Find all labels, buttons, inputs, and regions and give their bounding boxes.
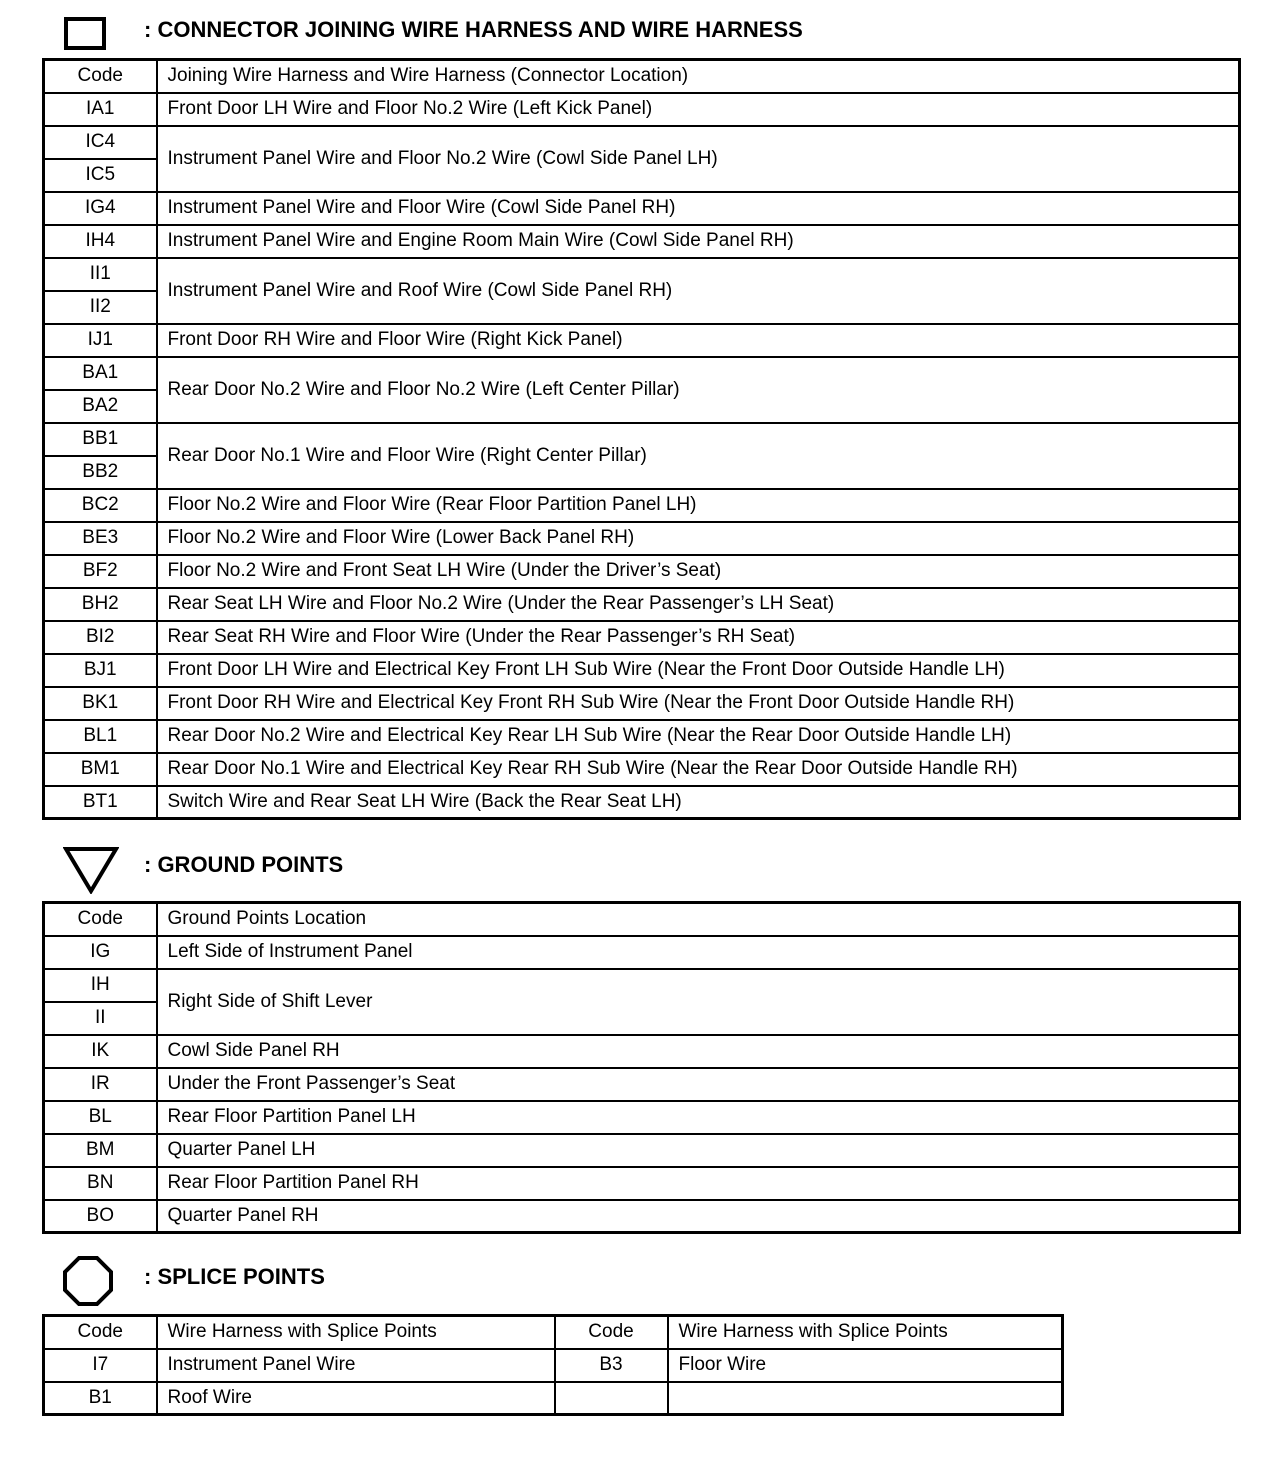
description-cell: Quarter Panel LH (157, 1134, 1240, 1167)
table-row (44, 1167, 1240, 1200)
code-cell: BC2 (44, 489, 157, 522)
table-row (44, 936, 1240, 969)
table-row (44, 786, 1240, 819)
code-cell: BO (44, 1200, 157, 1233)
code-cell: IJ1 (44, 324, 157, 357)
code-cell: IK (44, 1035, 157, 1068)
splice-desc (668, 1382, 1063, 1415)
splice-header-code: Code (44, 1316, 157, 1349)
table-row (44, 423, 1240, 456)
code-cell: IH (44, 969, 157, 1002)
code-cell: BM1 (44, 753, 157, 786)
table-row (44, 126, 1240, 159)
table-row (44, 192, 1240, 225)
splice-section-title: : SPLICE POINTS (144, 1264, 325, 1289)
triangle-icon (63, 846, 119, 894)
description-cell: Instrument Panel Wire and Engine Room Main Wire (Cowl Side Panel RH) (157, 225, 1240, 258)
table-row (44, 225, 1240, 258)
splice-desc: Instrument Panel Wire (157, 1349, 555, 1382)
description-cell: Quarter Panel RH (157, 1200, 1240, 1233)
table-row (44, 1200, 1240, 1233)
description-cell: Floor No.2 Wire and Floor Wire (Lower Back Panel RH) (157, 522, 1240, 555)
description-cell: Rear Seat RH Wire and Floor Wire (Under the Rear Passenger’s RH Seat) (157, 621, 1240, 654)
code-cell: IG4 (44, 192, 157, 225)
table-row (44, 1068, 1240, 1101)
table-row (44, 93, 1240, 126)
header-code: Code (44, 60, 157, 93)
table-row (44, 1134, 1240, 1167)
code-cell: IG (44, 936, 157, 969)
table-row (44, 687, 1240, 720)
table-row (44, 753, 1240, 786)
code-cell: IC5 (44, 159, 157, 192)
table-row (44, 720, 1240, 753)
code-cell: BA1 (44, 357, 157, 390)
table-row (44, 522, 1240, 555)
header-code: Code (44, 903, 157, 936)
code-cell: BL (44, 1101, 157, 1134)
description-cell: Rear Door No.1 Wire and Floor Wire (Right Center Pillar) (157, 423, 1240, 489)
table-row (44, 969, 1240, 1002)
table-row (44, 1035, 1240, 1068)
code-cell: IH4 (44, 225, 157, 258)
description-cell: Rear Door No.2 Wire and Floor No.2 Wire (Left Center Pillar) (157, 357, 1240, 423)
header-row (44, 903, 1240, 936)
code-cell: IR (44, 1068, 157, 1101)
description-cell: Floor No.2 Wire and Floor Wire (Rear Floor Partition Panel LH) (157, 489, 1240, 522)
table-row (44, 588, 1240, 621)
square-icon (64, 17, 106, 50)
table-row (44, 654, 1240, 687)
header-desc: Joining Wire Harness and Wire Harness (Connector Location) (157, 60, 1240, 93)
description-cell: Cowl Side Panel RH (157, 1035, 1240, 1068)
description-cell: Instrument Panel Wire and Roof Wire (Cowl Side Panel RH) (157, 258, 1240, 324)
description-cell: Front Door RH Wire and Electrical Key Front RH Sub Wire (Near the Front Door Outside Handle RH) (157, 687, 1240, 720)
description-cell: Rear Floor Partition Panel RH (157, 1167, 1240, 1200)
code-cell: BI2 (44, 621, 157, 654)
splice-table (42, 1314, 1064, 1416)
splice-header-code-2: Code (555, 1316, 668, 1349)
table-row (44, 555, 1240, 588)
code-cell: BM (44, 1134, 157, 1167)
connector-table (42, 58, 1241, 820)
code-cell: BB2 (44, 456, 157, 489)
table-row (44, 258, 1240, 291)
description-cell: Under the Front Passenger’s Seat (157, 1068, 1240, 1101)
ground-section-title: : GROUND POINTS (144, 852, 344, 877)
code-cell: BT1 (44, 786, 157, 819)
code-cell: BB1 (44, 423, 157, 456)
code-cell: BA2 (44, 390, 157, 423)
description-cell: Front Door LH Wire and Floor No.2 Wire (Left Kick Panel) (157, 93, 1240, 126)
code-cell: II (44, 1002, 157, 1035)
splice-header-desc-2: Wire Harness with Splice Points (668, 1316, 1063, 1349)
table-row (44, 1101, 1240, 1134)
table-row (44, 489, 1240, 522)
table-row (44, 1349, 1063, 1382)
splice-desc: Floor Wire (668, 1349, 1063, 1382)
code-cell: BE3 (44, 522, 157, 555)
splice-code: B3 (555, 1349, 668, 1382)
description-cell: Rear Seat LH Wire and Floor No.2 Wire (Under the Rear Passenger’s LH Seat) (157, 588, 1240, 621)
code-cell: II1 (44, 258, 157, 291)
description-cell: Left Side of Instrument Panel (157, 936, 1240, 969)
code-cell: BJ1 (44, 654, 157, 687)
description-cell: Switch Wire and Rear Seat LH Wire (Back the Rear Seat LH) (157, 786, 1240, 819)
splice-code (555, 1382, 668, 1415)
ground-table (42, 901, 1241, 1234)
splice-header-desc: Wire Harness with Splice Points (157, 1316, 555, 1349)
splice-header-row (44, 1316, 1063, 1349)
description-cell: Right Side of Shift Lever (157, 969, 1240, 1035)
description-cell: Front Door LH Wire and Electrical Key Front LH Sub Wire (Near the Front Door Outside Handle LH) (157, 654, 1240, 687)
description-cell: Instrument Panel Wire and Floor Wire (Cowl Side Panel RH) (157, 192, 1240, 225)
code-cell: BH2 (44, 588, 157, 621)
description-cell: Rear Door No.2 Wire and Electrical Key Rear LH Sub Wire (Near the Rear Door Outside Handle LH) (157, 720, 1240, 753)
splice-code: I7 (44, 1349, 157, 1382)
description-cell: Front Door RH Wire and Floor Wire (Right Kick Panel) (157, 324, 1240, 357)
table-row (44, 357, 1240, 390)
splice-desc: Roof Wire (157, 1382, 555, 1415)
header-desc: Ground Points Location (157, 903, 1240, 936)
splice-code: B1 (44, 1382, 157, 1415)
code-cell: IC4 (44, 126, 157, 159)
description-cell: Rear Floor Partition Panel LH (157, 1101, 1240, 1134)
code-cell: IA1 (44, 93, 157, 126)
header-row (44, 60, 1240, 93)
description-cell: Floor No.2 Wire and Front Seat LH Wire (Under the Driver’s Seat) (157, 555, 1240, 588)
octagon-icon (62, 1255, 114, 1307)
code-cell: BN (44, 1167, 157, 1200)
table-row (44, 324, 1240, 357)
code-cell: II2 (44, 291, 157, 324)
code-cell: BL1 (44, 720, 157, 753)
table-row (44, 1382, 1063, 1415)
description-cell: Instrument Panel Wire and Floor No.2 Wire (Cowl Side Panel LH) (157, 126, 1240, 192)
description-cell: Rear Door No.1 Wire and Electrical Key Rear RH Sub Wire (Near the Rear Door Outside Handle RH) (157, 753, 1240, 786)
code-cell: BK1 (44, 687, 157, 720)
table-row (44, 621, 1240, 654)
connector-section-title: : CONNECTOR JOINING WIRE HARNESS AND WIRE HARNESS (144, 17, 803, 42)
code-cell: BF2 (44, 555, 157, 588)
